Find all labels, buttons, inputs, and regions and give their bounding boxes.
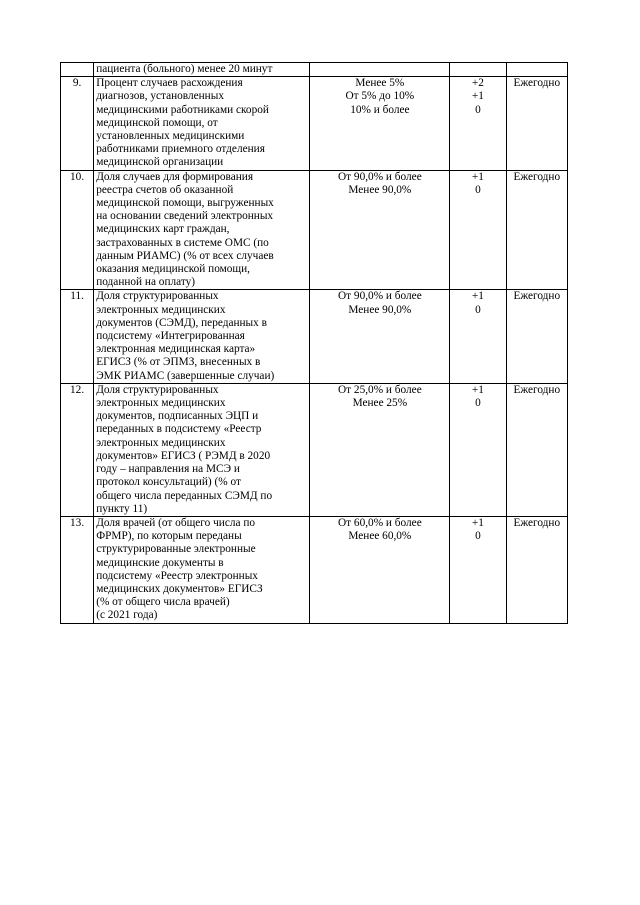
indicator-name-line: медицинской помощи, от [96, 116, 218, 129]
indicator-name-line: документов (СЭМД), переданных в [96, 316, 267, 329]
criteria-cell [310, 290, 450, 383]
score-cell [450, 170, 506, 290]
indicator-name-line: медицинских документов» ЕГИСЗ [96, 582, 263, 595]
indicator-name-line: пациента (больного) менее 20 минут [96, 63, 273, 75]
table-row [61, 290, 568, 383]
indicator-name-line: Доля структурированных [96, 383, 219, 396]
score-value: +1 [471, 170, 484, 183]
criteria-value: Менее 25% [352, 397, 408, 410]
indicator-name-line: медицинскими работниками скорой [96, 103, 269, 116]
frequency-cell: Ежегодно [506, 77, 567, 170]
score-value: 0 [475, 397, 481, 410]
table-row [61, 63, 568, 77]
indicator-name-line: переданных в подсистему «Реестр [96, 423, 262, 436]
criteria-value: От 5% до 10% [345, 90, 415, 103]
row-number: 9. [61, 77, 94, 170]
indicator-name-line: протокол консультаций) (% от [96, 476, 241, 489]
criteria-cell [310, 170, 450, 290]
row-number: 10. [61, 170, 94, 290]
score-value: +1 [471, 383, 484, 396]
indicator-name-line: подсистему «Реестр электронных [96, 569, 258, 582]
indicator-name-line: Доля структурированных [96, 290, 219, 303]
indicator-name-line: документов, подписанных ЭЦП и [96, 410, 259, 423]
indicator-name-line: (% от общего числа врачей) [96, 596, 230, 609]
indicator-name-line: медицинской помощи, выгруженных [96, 197, 274, 210]
score-value: 0 [475, 530, 481, 543]
criteria-table-body [61, 63, 568, 624]
row-number: 13. [61, 516, 94, 623]
score-cell [450, 63, 506, 77]
indicator-name-line: диагнозов, установленных [96, 90, 224, 103]
indicator-name-line: установленных медицинскими [96, 130, 245, 143]
indicator-name-line: электронных медицинских [96, 397, 226, 410]
indicator-name [94, 77, 310, 170]
indicator-name-line: медицинских карт граждан, [96, 223, 230, 236]
indicator-name-line: ЭМК РИАМС (завершенные случаи) [96, 369, 275, 382]
criteria-cell [310, 77, 450, 170]
indicator-name-line: документов» ЕГИСЗ ( РЭМД в 2020 [96, 449, 271, 462]
indicator-name-line: данным РИАМС) (% от всех случаев [96, 249, 274, 262]
criteria-cell [310, 383, 450, 516]
indicator-name-line: году – направления на МСЭ и [96, 463, 240, 476]
indicator-name [94, 63, 310, 77]
row-number [61, 63, 94, 77]
score-value: 0 [475, 103, 481, 116]
row-number: 11. [61, 290, 94, 383]
indicator-name-line: ФРМР), по которым переданы [96, 530, 242, 543]
criteria-value: От 90,0% и более [338, 170, 422, 183]
table-row [61, 170, 568, 290]
criteria-value: От 90,0% и более [338, 290, 422, 303]
criteria-value: 10% и более [350, 103, 410, 116]
frequency-cell: Ежегодно [506, 170, 567, 290]
indicator-name-line: электронных медицинских [96, 303, 226, 316]
score-cell [450, 516, 506, 623]
indicator-name-line: электронных медицинских [96, 436, 226, 449]
criteria-value: От 25,0% и более [338, 383, 422, 396]
indicator-name-line: медицинские документы в [96, 556, 224, 569]
indicator-name-line: общего числа переданных СЭМД по [96, 489, 273, 502]
criteria-cell [310, 63, 450, 77]
frequency-cell: Ежегодно [506, 516, 567, 623]
score-value: +1 [471, 90, 484, 103]
indicator-name-line: Доля врачей (от общего числа по [96, 516, 256, 529]
score-value: +2 [471, 77, 484, 90]
indicator-name-line: Процент случаев расхождения [96, 77, 243, 90]
criteria-value: Менее 5% [355, 77, 405, 90]
frequency-cell: Ежегодно [506, 290, 567, 383]
indicator-name [94, 516, 310, 623]
indicator-name-line: подсистему «Интегрированная [96, 330, 245, 343]
criteria-value: От 60,0% и более [338, 516, 422, 529]
criteria-cell [310, 516, 450, 623]
row-number: 12. [61, 383, 94, 516]
frequency-cell: Ежегодно [506, 383, 567, 516]
indicator-name-line: Доля случаев для формирования [96, 170, 254, 183]
indicator-name-line: застрахованных в системе ОМС (по [96, 236, 269, 249]
table-row [61, 516, 568, 623]
score-value: 0 [475, 303, 481, 316]
indicator-name-line: структурированные электронные [96, 543, 256, 556]
criteria-value: Менее 60,0% [348, 530, 412, 543]
score-cell [450, 383, 506, 516]
table-row [61, 383, 568, 516]
criteria-table [60, 62, 568, 624]
score-value: +1 [471, 516, 484, 529]
indicator-name-line: поданной на оплату) [96, 276, 196, 289]
indicator-name [94, 383, 310, 516]
indicator-name-line: оказания медицинской помощи, [96, 263, 250, 276]
table-row [61, 77, 568, 170]
score-value: +1 [471, 290, 484, 303]
indicator-name-line: на основании сведений электронных [96, 210, 274, 223]
indicator-name-line: электронная медицинская карта» [96, 343, 256, 356]
indicator-name-line: реестра счетов об оказанной [96, 183, 234, 196]
indicator-name-line: медицинской организации [96, 156, 224, 169]
score-cell [450, 290, 506, 383]
indicator-name-line: работниками приемного отделения [96, 143, 265, 156]
score-cell [450, 77, 506, 170]
score-value: 0 [475, 183, 481, 196]
indicator-name [94, 290, 310, 383]
frequency-cell [506, 63, 567, 77]
criteria-value: Менее 90,0% [348, 183, 412, 196]
indicator-name-line: ЕГИСЗ (% от ЭПМЗ, внесенных в [96, 356, 261, 369]
indicator-name-line: пункту 11) [96, 502, 148, 515]
criteria-value: Менее 90,0% [348, 303, 412, 316]
indicator-name-line: (с 2021 года) [96, 609, 158, 622]
indicator-name [94, 170, 310, 290]
